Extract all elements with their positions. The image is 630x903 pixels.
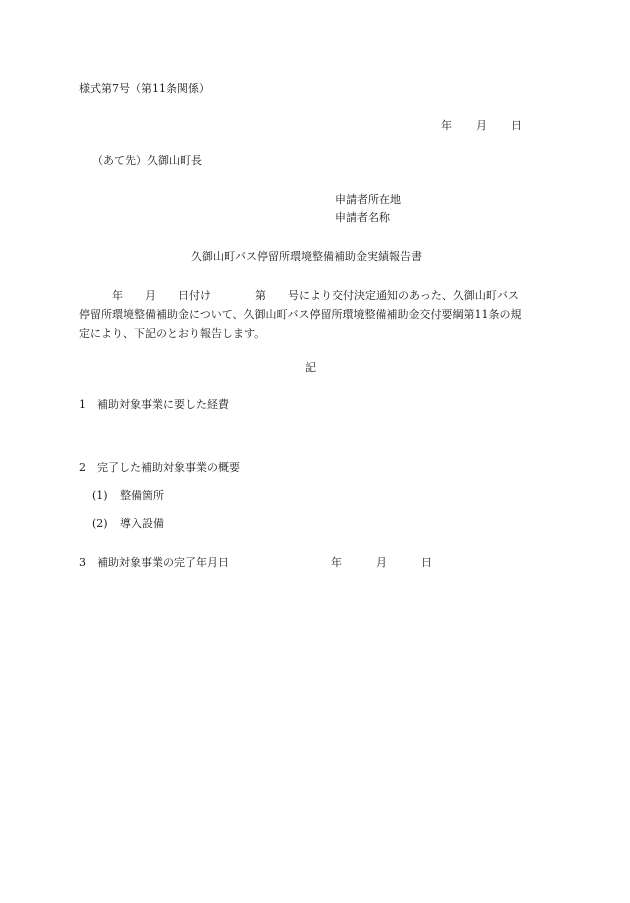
body-line: 停留所環境整備補助金について、久御山町バス停留所環境整備補助金交付要綱第11条の規 [79, 308, 522, 321]
completion-year: 年 [331, 556, 342, 569]
date-year: 年 [441, 119, 452, 132]
addressee: （あて先）久御山町長 [92, 154, 202, 167]
item-expenses [79, 399, 229, 410]
completion-day: 日 [421, 556, 432, 569]
subitem-label: 整備箇所 [120, 489, 164, 502]
item-number: 1 [79, 398, 86, 411]
report-date [441, 120, 522, 131]
ki-heading: 記 [305, 361, 316, 374]
item-label: 補助対象事業の完了年月日 [97, 556, 229, 569]
item-label: 補助対象事業に要した経費 [97, 398, 229, 411]
body-line: 年 月 日付け 第 号により交付決定通知のあった、久御山町バス [79, 289, 519, 302]
applicant-address-label: 申請者所在地 [335, 193, 401, 206]
completion-date-fields [331, 557, 432, 568]
item-number: 3 [79, 556, 86, 569]
item-summary [79, 462, 240, 473]
subitem-number: (1) [92, 489, 108, 502]
item-completion-date [79, 557, 229, 568]
item-number: 2 [79, 461, 86, 474]
date-month: 月 [476, 119, 487, 132]
applicant-name-label: 申請者名称 [335, 211, 390, 224]
body-paragraph [79, 286, 553, 343]
subitem-number: (2) [92, 517, 108, 530]
subitem-location [92, 490, 164, 501]
date-day: 日 [511, 119, 522, 132]
body-line: 定により、下記のとおり報告します。 [79, 327, 266, 340]
item-label: 完了した補助対象事業の概要 [97, 461, 240, 474]
completion-month: 月 [376, 556, 387, 569]
form-number: 様式第7号（第11条関係） [79, 82, 210, 95]
subitem-label: 導入設備 [120, 517, 164, 530]
subitem-equipment [92, 518, 164, 529]
document-title: 久御山町バス停留所環境整備補助金実績報告書 [191, 250, 422, 263]
